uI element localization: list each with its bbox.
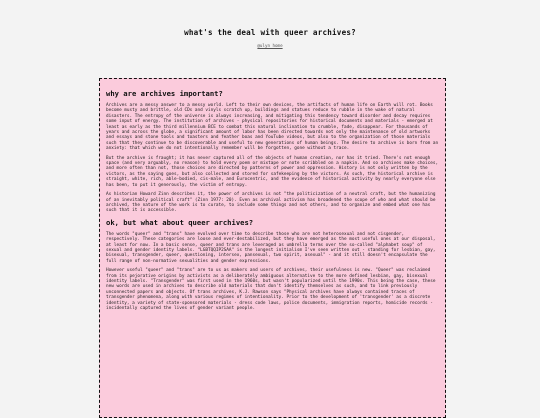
home-link[interactable]: @ulyn home (257, 43, 283, 48)
paragraph: The words "queer" and "trans" have evolved over time to describe those who are not heterosexual and not cisgender, respectively. These categories are loose and ever-destabilized, but they have emerged as the most useful ones at our disposal, at least for now. In a basic sense, queer and trans are leveraged as umbrella terms over the so-called "alphabet soup" of sexual and gender identity labels. "LGBTQQIP2SAA" is the longest initialism I've seen written out - standing for lesbian, gay, bisexual, transgender, queer, questioning, intersex, pansexual, two spirit, asexual" - and it still doesn't encapsulate the full range of non-normative sexualities and gender expressions. (106, 231, 436, 264)
paragraph: But the archive is fraught; it has never captured all of the objects of human creation, nor has it tried. There's not enough space (and very arguably, no reason) to hold every poem or mixtape or note scribbled on a napkin. And so archives make choices, and more often than not, those choices are directed by patterns of power and oppression. History is not only written by the victors, as the saying goes, but also collected and stored for safekeeping by the victors. As such, the historical archive is straight, white, rich, able-bodied, cis-male, and Eurocentric, and the evidence of historical activity by nearly everyone else has been, to put it generously, the victim of entropy. (106, 155, 439, 188)
essay-box (99, 78, 446, 418)
paragraph: Archives are a messy answer to a messy world. Left to their own devices, the artifacts of human life on Earth will rot. Books become musty and brittle, old CDs and vinyls scratch up, buildings and statues reduce to rubble in the wake of natural disasters. The entropy of the universe is always increasing, and mitigating this tendency toward disorder and decay requires some input of energy. The institution of archives - physical repositories for historical documents and materials - emerged at least as early as the third millennium BCE to combat this natural inclination to crumble, fade, disappear. For thousands of years and across the globe, a significant amount of labor has been directed towards not only the maintenance of old artworks and essays and stone tools and toasters and feather boas and YouTube videos, but also to the organization of those materials such that they continue to be discoverable and useful to new generations of human beings. The desire to archive is born from an anxiety: that which we do not intentionally remember will be forgotten, gone without a trace. (106, 103, 439, 152)
section-heading-importance: why are archives important? (106, 89, 223, 98)
section-heading-queer-archives: ok, but what about queer archives? (106, 217, 254, 227)
paragraph: However useful "queer" and "trans" are to us as makers and users of archives, their usefulness is new. "Queer" was reclaimed from its pejorative origins by activists as a deliberately ambiguous alternative to the more defined lesbian, gay, bisexual identity labels. "Transgender" was first used in the 1960s, but wasn't popularized until the 1990s. This being the case, these new words are used in archives to describe old materials that don't identify themselves as such, and to link previously unconnected papers and objects. Of trans archives, K.J. Rawson says "Physical archives have always contained traces of transgender phenomena, along with various regimes of intentionality. Prior to the development of 'transgender' as a discrete identity, a variety of state-sponsored materials - dress code laws, police documents, immigration reports, homicide records - incidentally captured the lives of gender variant people. (106, 268, 436, 311)
paragraph: As historian Howard Zinn describes it, the power of archives is not "the politicization of a neutral craft, but the humanizing of an inevitably political craft" (Zinn 1977: 20). Even as archival activism has broadened the scope of who and what should be archived, the nature of the work is to curate, to include some things and not others, and to organize and embed what one has such that it is accessible. (106, 192, 436, 214)
page-title: what's the deal with queer archives? (184, 28, 356, 37)
